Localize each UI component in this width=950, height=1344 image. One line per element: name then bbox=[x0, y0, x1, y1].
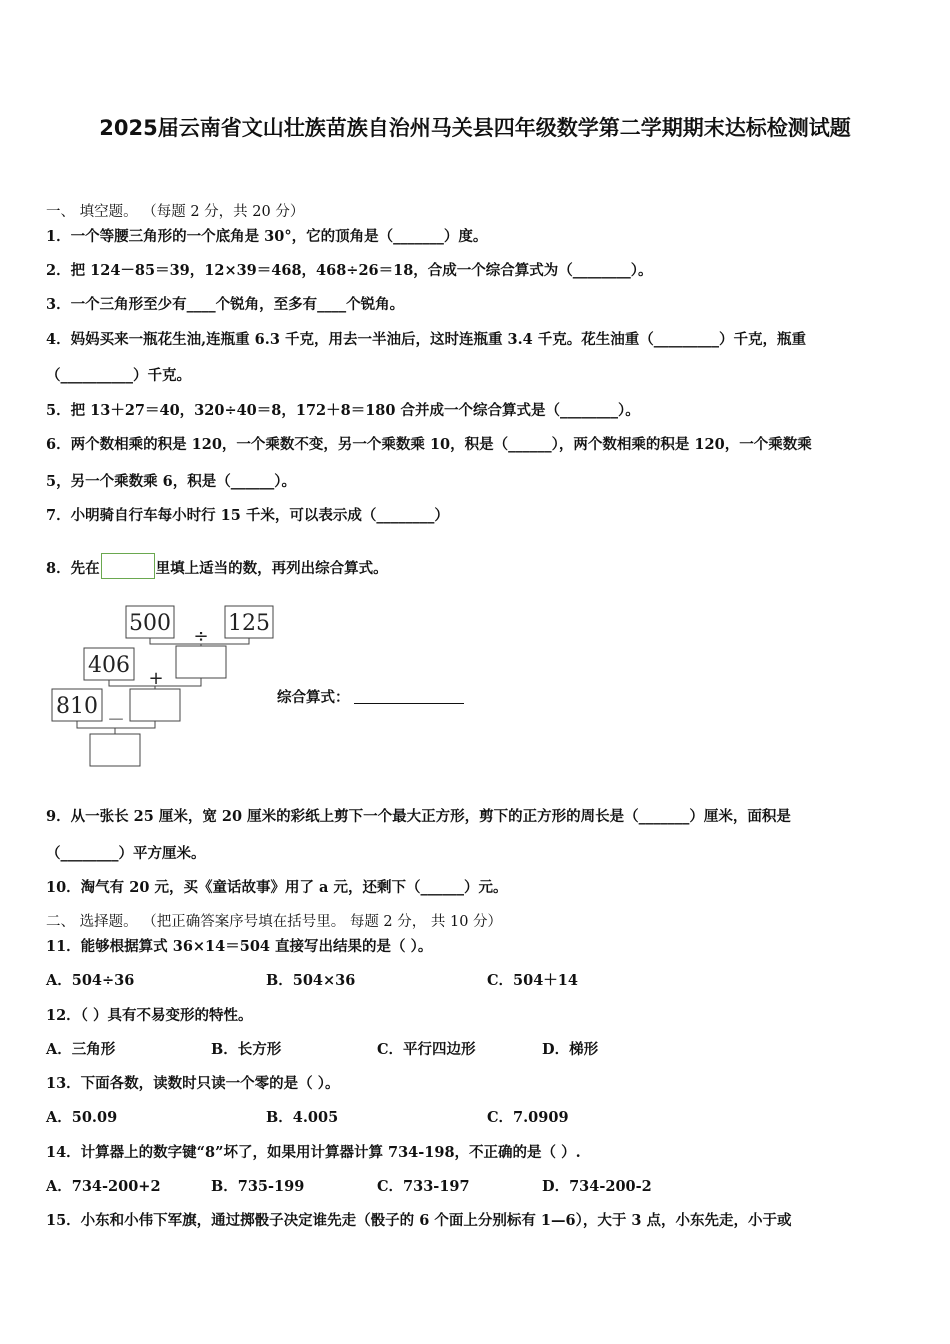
question-14: 14．计算器上的数字键“8”坏了，如果用计算器计算 734-198，不正确的是（ ）. bbox=[46, 1144, 581, 1161]
number-406: 406 bbox=[88, 653, 130, 678]
composite-formula-label: 综合算式： bbox=[277, 689, 350, 706]
composite-formula-blank[interactable] bbox=[354, 689, 464, 704]
question-9-line-2: （________）平方厘米。 bbox=[46, 845, 206, 862]
q14-option-d: D．734-200-2 bbox=[542, 1178, 652, 1195]
q14-option-a: A．734-200+2 bbox=[46, 1178, 161, 1195]
question-1: 1．一个等腰三角形的一个底角是 30°，它的顶角是（_______）度。 bbox=[46, 228, 488, 245]
q11-option-c: C．504＋14 bbox=[487, 972, 578, 989]
question-4-line-1: 4．妈妈买来一瓶花生油,连瓶重 6.3 千克，用去一半油后，这时连瓶重 3.4 千克。花生油重（_________）千克，瓶重 bbox=[46, 331, 807, 348]
question-3: 3．一个三角形至少有____个锐角，至多有____个锐角。 bbox=[46, 296, 405, 313]
question-5: 5．把 13＋27＝40，320÷40＝8，172＋8＝180 合并成一个综合算式是（________）。 bbox=[46, 402, 640, 419]
q12-option-c: C．平行四边形 bbox=[377, 1041, 476, 1058]
q14-option-c: C．733-197 bbox=[377, 1178, 470, 1195]
box-blank-difference[interactable] bbox=[90, 734, 140, 766]
q13-option-c: C．7.0909 bbox=[487, 1109, 569, 1126]
section-heading-fill-blank: 一、 填空题。 （每题 2 分，共 20 分） bbox=[46, 204, 305, 220]
calculation-tree-diagram bbox=[46, 598, 286, 773]
q13-option-b: B．4.005 bbox=[266, 1109, 339, 1126]
question-2: 2．把 124－85＝39，12×39＝468，468÷26＝18，合成一个综合算式为（________）。 bbox=[46, 262, 653, 279]
question-8 bbox=[46, 553, 388, 579]
question-8-text-after: 里填上适当的数，再列出综合算式。 bbox=[155, 560, 388, 577]
q12-option-b: B．长方形 bbox=[211, 1041, 282, 1058]
box-blank-quotient[interactable] bbox=[176, 646, 226, 678]
question-4-line-2: （__________）千克。 bbox=[46, 367, 191, 384]
division-sign: ÷ bbox=[193, 626, 209, 647]
question-10: 10．淘气有 20 元，买《童话故事》用了 a 元，还剩下（______）元。 bbox=[46, 879, 508, 896]
q13-option-a: A．50.09 bbox=[46, 1109, 118, 1126]
q11-option-b: B．504×36 bbox=[266, 972, 356, 989]
question-12: 12．（ ）具有不易变形的特性。 bbox=[46, 1007, 253, 1024]
page-title: 2025届云南省文山壮族苗族自治州马关县四年级数学第二学期期末达标检测试题 bbox=[99, 116, 851, 140]
number-125: 125 bbox=[228, 611, 270, 636]
question-6-line-2: 5，另一个乘数乘 6，积是（______）。 bbox=[46, 473, 296, 490]
q12-option-d: D．梯形 bbox=[542, 1041, 599, 1058]
number-810: 810 bbox=[56, 694, 98, 719]
question-7: 7．小明骑自行车每小时行 15 千米，可以表示成（________） bbox=[46, 507, 449, 524]
q11-option-a: A．504÷36 bbox=[46, 972, 135, 989]
question-6-line-1: 6．两个数相乘的积是 120，一个乘数不变，另一个乘数乘 10，积是（______），两个数相乘的积是 120，一个乘数乘 bbox=[46, 436, 812, 453]
section-heading-choice: 二、 选择题。 （把正确答案序号填在括号里。 每题 2 分， 共 10 分） bbox=[46, 914, 503, 930]
question-8-text-before: 8．先在 bbox=[46, 560, 100, 577]
box-blank-sum[interactable] bbox=[130, 689, 180, 721]
number-500: 500 bbox=[129, 611, 171, 636]
q12-option-a: A．三角形 bbox=[46, 1041, 116, 1058]
question-9-line-1: 9．从一张长 25 厘米，宽 20 厘米的彩纸上剪下一个最大正方形，剪下的正方形的周长是（_______）厘米，面积是 bbox=[46, 808, 791, 825]
answer-box-sample bbox=[101, 553, 155, 579]
minus-sign: － bbox=[107, 710, 125, 731]
question-13: 13．下面各数，读数时只读一个零的是（ ）。 bbox=[46, 1075, 340, 1092]
question-11: 11．能够根据算式 36×14＝504 直接写出结果的是（ ）。 bbox=[46, 938, 433, 955]
q14-option-b: B．735-199 bbox=[211, 1178, 305, 1195]
composite-formula bbox=[277, 686, 464, 707]
question-15: 15．小东和小伟下军旗，通过掷骰子决定谁先走（骰子的 6 个面上分别标有 1—6），大于 3 点，小东先走，小于或 bbox=[46, 1212, 792, 1229]
plus-sign: + bbox=[148, 668, 164, 689]
